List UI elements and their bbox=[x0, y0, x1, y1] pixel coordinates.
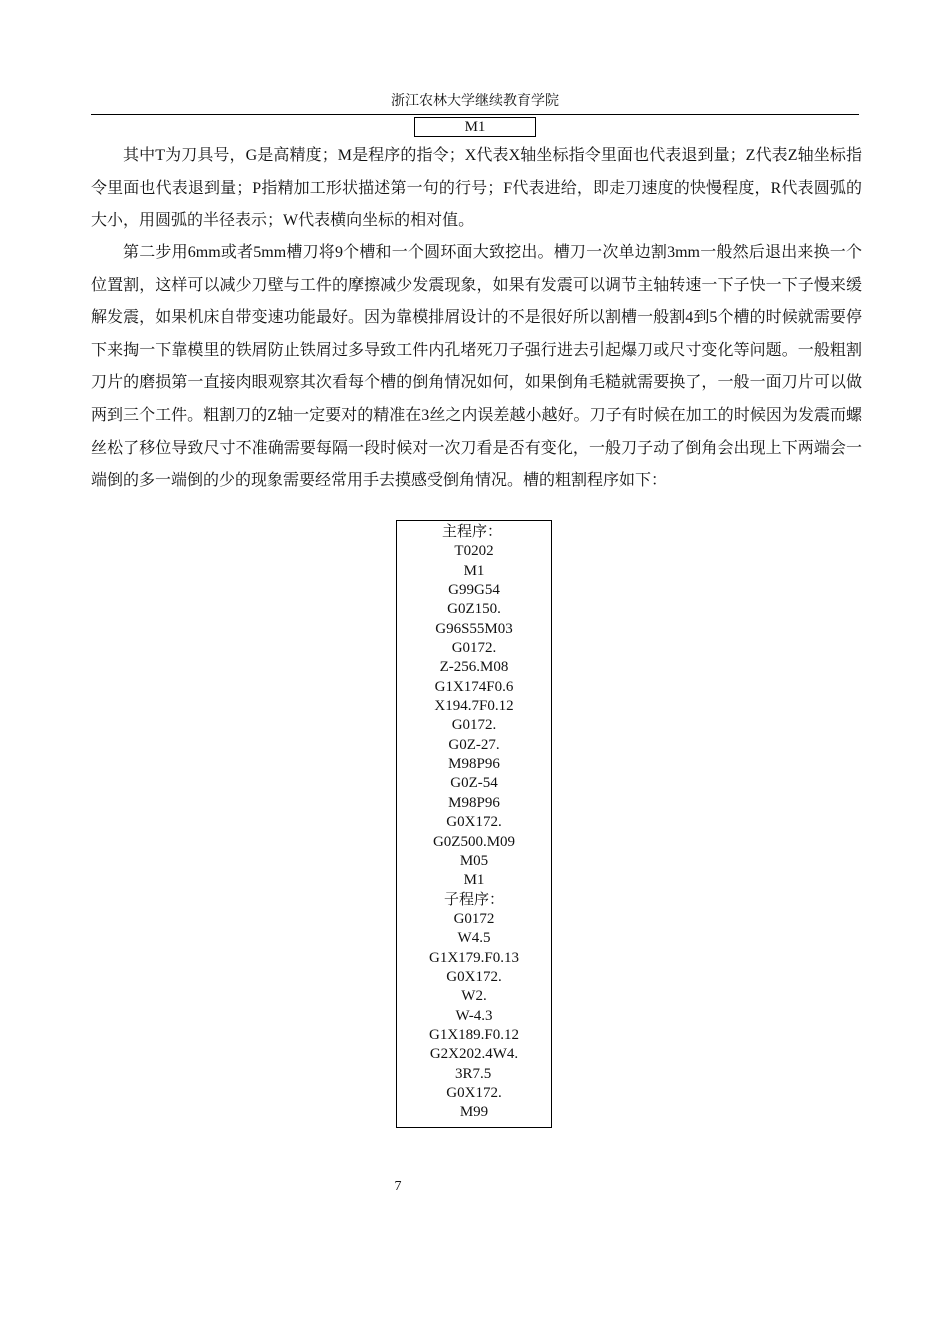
program-listing bbox=[396, 520, 552, 1128]
code-line: G99G54 bbox=[448, 582, 500, 599]
code-line-wrapped: 3R7.5 bbox=[455, 1065, 492, 1082]
code-line: G1X174F0.6 bbox=[434, 678, 514, 695]
code-line: G96S55M03 bbox=[435, 620, 513, 637]
paragraph-parameters: 其中T为刀具号，G是高精度；M是程序的指令；X代表X轴坐标指令里面也代表退到量；Z代表Z轴坐标指令里面也代表退到量；P指精加工形状描述第一句的行号；F代表进给，即走刀速度的快慢程度，R代表圆弧的大小，用圆弧的半径表示；W代表横向坐标的相对值。 bbox=[91, 147, 862, 230]
m1-box: M1 bbox=[414, 117, 536, 137]
code-line: W-4.3 bbox=[455, 1007, 493, 1024]
page-number: 7 bbox=[394, 1179, 402, 1194]
code-line: T0202 bbox=[454, 543, 494, 560]
code-line: G0Z150. bbox=[447, 601, 501, 618]
paragraph-grooving: 第二步用6mm或者5mm槽刀将9个槽和一个圆环面大致挖出。槽刀一次单边割3mm一般然后退出来换一个位置割，这样可以减少刀壁与工件的摩擦减少发震现象，如果有发震可以调节主轴转速一下子快一下子慢来缓解发震，如果机床自带变速功能最好。因为靠模排屑设计的不是很好所以割槽一般割4到5个槽的时候就需要停下来掏一下靠模里的铁屑防止铁屑过多导致工件内孔堵死刀子强行进去引起爆刀或尺寸变化等问题。一般粗割刀片的磨损第一直接肉眼观察其次看每个槽的倒角情况如何，如果倒角毛糙就需要换了，一般一面刀片可以做两到三个工件。粗割刀的Z轴一定要对的精准在3丝之内误差越小越好。刀子有时候在加工的时候因为发震而螺丝松了移位导致尺寸不准确需要每隔一段时候对一次刀看是否有变化，一般刀子动了倒角会出现上下两端会一端倒的多一端倒的少的现象需要经常用手去摸感受倒角情况。槽的粗割程序如下： bbox=[91, 244, 862, 490]
code-line: G0172. bbox=[451, 717, 497, 734]
code-line: G0Z-27. bbox=[448, 736, 500, 753]
page-header: 浙江农林大学继续教育学院 bbox=[91, 92, 859, 115]
code-line: Z-256.M08 bbox=[439, 659, 509, 676]
code-line: W2. bbox=[461, 988, 487, 1005]
code-line: G0X172. bbox=[446, 968, 502, 985]
code-line: G0X172. bbox=[446, 814, 502, 831]
code-line: M99 bbox=[459, 1104, 489, 1121]
sub-program-label: 子程序： bbox=[443, 891, 504, 908]
code-line: G0X172. bbox=[446, 1084, 502, 1101]
main-program-label: 主程序： bbox=[442, 524, 503, 540]
code-line: G1X189.F0.12 bbox=[428, 1026, 519, 1043]
code-line: X194.7F0.12 bbox=[434, 698, 514, 715]
code-line: M98P96 bbox=[448, 756, 500, 773]
code-line: G1X179.F0.13 bbox=[428, 949, 519, 966]
code-line: G0172 bbox=[453, 910, 495, 927]
code-line: G2X202.4W4. bbox=[429, 1046, 519, 1063]
code-line: G0Z-54 bbox=[450, 775, 498, 792]
code-line: G0Z500.M09 bbox=[432, 833, 516, 850]
code-line: G0172. bbox=[451, 640, 497, 657]
code-line: M1 bbox=[463, 562, 485, 579]
code-line: M1 bbox=[463, 872, 485, 889]
code-line: M98P96 bbox=[448, 794, 500, 811]
code-line: M05 bbox=[459, 852, 489, 869]
code-line: W4.5 bbox=[457, 930, 491, 947]
